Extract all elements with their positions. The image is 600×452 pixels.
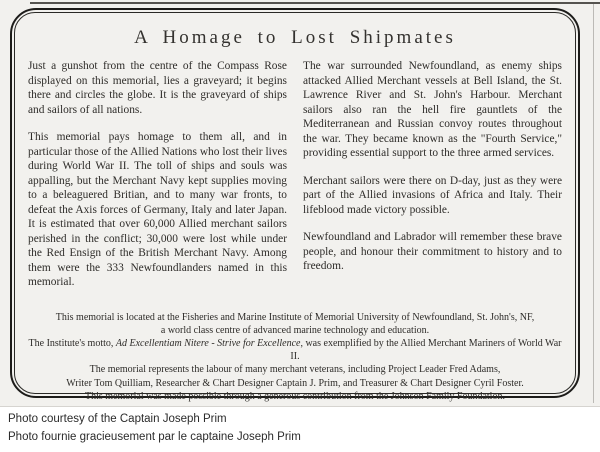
footer-line-centre: a world class centre of advanced marine technology and education. xyxy=(160,324,430,336)
photo-captions xyxy=(0,407,600,452)
motto-post: , was exemplified by the Allied Merchant Mariners of World War II. xyxy=(290,337,562,363)
left-column xyxy=(28,59,287,303)
footer-line-location: This memorial is located at the Fisheries and Marine Institute of Memorial University of Newfoundland, St. John's, NF, xyxy=(55,311,535,323)
right-paragraph-2: Merchant sailors were there on D-day, just as they were part of the Allied invasions of Africa and Italy. Their lifeblood made victory possible. xyxy=(303,174,562,216)
caption-french: Photo fournie gracieusement par le captaine Joseph Prim xyxy=(8,431,301,443)
photo-right-edge xyxy=(593,4,594,403)
plaque-body xyxy=(28,59,562,303)
right-paragraph-1: The war surrounded Newfoundland, as enemy ships attacked Allied Merchant vessels at Bell Island, the St. Lawrence River and St. John's Harbour. Merchant sailors also ran the hell fire gauntlets of the Mediterranean and Russian convoy routes throughout the war. They became known as the "Fourth Service," providing essential support to the three armed services. xyxy=(303,60,562,159)
footer-line-motto xyxy=(28,337,562,363)
motto-pre: The Institute's motto, xyxy=(28,337,116,349)
left-paragraph-2: This memorial pays homage to them all, and in particular those of the Allied Nations who lost their lives during World War II. The toll of ships and souls was appalling, but the Merchant Navy kept supplies moving to a beleaguered Britian, and to many war fronts, to defeat the Axis forces of Germany, Italy and later Japan. It is estimated that over 60,000 Allied merchant sailors perished in the conflict; 30,000 were lost while under the Red Ensign of the British Merchant Navy. Among them were the 333 Newfoundlanders named in this memorial. xyxy=(28,131,287,288)
footer-line-credits: Writer Tom Quilliam, Researcher & Chart Designer Captain J. Prim, and Treasurer & Chart Designer Cyril Foster. xyxy=(66,377,524,389)
right-column xyxy=(303,59,562,303)
memorial-plaque xyxy=(10,8,580,402)
motto-italic: Ad Excellentiam Nitere - Strive for Excellence xyxy=(115,337,301,349)
right-paragraph-3: Newfoundland and Labrador will remember these brave people, and honour their commitment to history and to freedom. xyxy=(303,231,562,272)
caption-english: Photo courtesy of the Captain Joseph Prim xyxy=(8,413,227,425)
photo-top-edge xyxy=(30,2,600,4)
plaque-title: A Homage to Lost Shipmates xyxy=(134,27,456,48)
plaque-inner-border xyxy=(14,12,576,402)
footer-line-veterans: The memorial represents the labour of many merchant veterans, including Project Leader Fred Adams, xyxy=(89,364,501,376)
plaque-footer xyxy=(28,311,562,403)
footer-line-foundation: This memorial was made possible through a generous contribution from the Johnson Family Foundation. xyxy=(85,390,505,402)
left-paragraph-1: Just a gunshot from the centre of the Compass Rose displayed on this memorial, lies a graveyard; it begins there and circles the globe. It is the graveyard of ships and sailors of all nations. xyxy=(28,60,287,116)
